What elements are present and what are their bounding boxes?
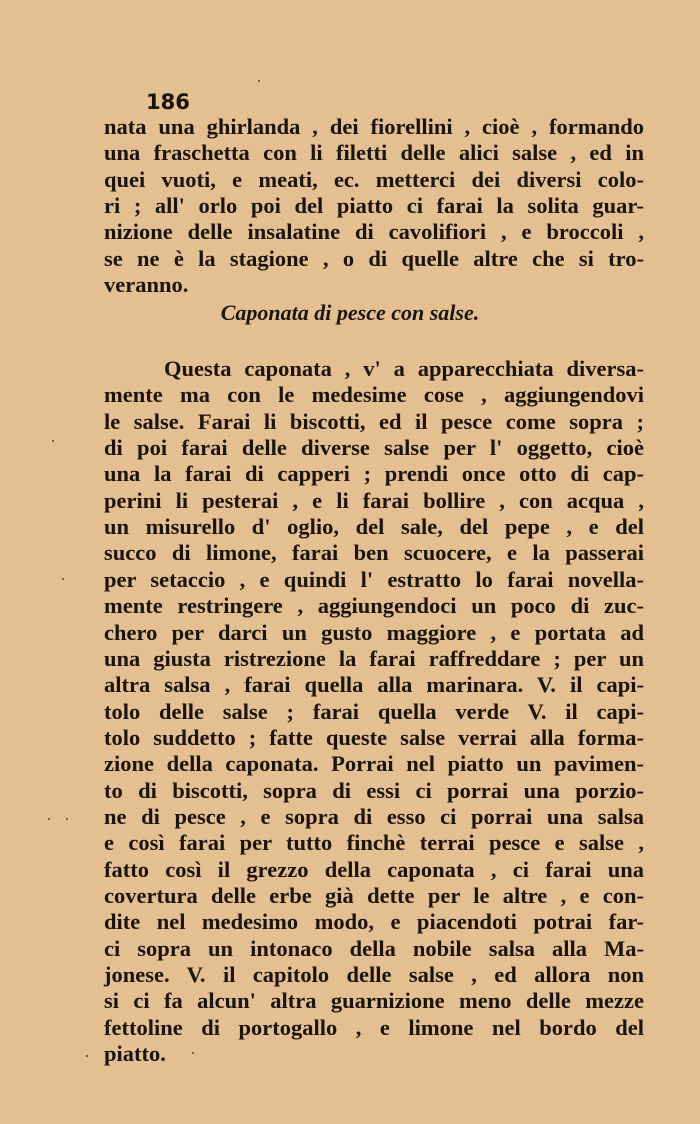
text-line: chero per darci un gusto maggiore , e portata ad: [104, 619, 644, 645]
text-line: ne di pesce , e sopra di esso ci porrai una salsa: [104, 803, 644, 829]
text-line: piatto.: [104, 1041, 166, 1067]
text-line: una giusta ristrezione la farai raffreddare ; per un: [104, 645, 644, 671]
text-line: ci sopra un intonaco della nobile salsa alla Ma-: [104, 935, 644, 961]
text-line: nizione delle insalatine di cavolifiori , e broccoli ,: [104, 219, 644, 245]
page-number: 186: [146, 90, 190, 114]
text-line: tolo delle salse ; farai quella verde V. il capi-: [104, 698, 644, 724]
text-line: per setaccio , e quindi l' estratto lo farai novella-: [104, 566, 644, 592]
text-line: si ci fa alcun' altra guarnizione meno delle mezze: [104, 988, 644, 1014]
text-line: fettoline di portogallo , e limone nel bordo del: [104, 1014, 644, 1040]
text-line: le salse. Farai li biscotti, ed il pesce come sopra ;: [104, 408, 644, 434]
text-line: perini li pesterai , e li farai bollire , con acqua ,: [104, 487, 644, 513]
text-line: dite nel medesimo modo, e piacendoti potrai far-: [104, 909, 644, 935]
text-line: jonese. V. il capitolo delle salse , ed allora non: [104, 962, 644, 988]
text-line: veranno.: [104, 271, 189, 297]
text-line: Questa caponata , v' a apparecchiata diversa-: [164, 356, 644, 381]
text-line: di poi farai delle diverse salse per l' oggetto, cioè: [104, 435, 644, 461]
text-line: covertura delle erbe già dette per le altre , e con-: [104, 883, 644, 908]
print-speck: [258, 80, 260, 82]
text-line: ri ; all' orlo poi del piatto ci farai la solita guar-: [104, 192, 644, 218]
text-line: quei vuoti, e meati, ec. metterci dei diversi colo-: [104, 166, 644, 192]
text-line: zione della caponata. Porrai nel piatto un pavimen-: [104, 751, 644, 777]
text-line: se ne è la stagione , o di quelle altre che si tro-: [104, 245, 644, 271]
text-line: tolo suddetto ; fatte queste salse verrai alla forma-: [104, 724, 644, 750]
print-speck: [62, 578, 64, 580]
text-line: mente ma con le medesime cose , aggiungendovi: [104, 382, 644, 408]
print-speck: [52, 440, 54, 442]
text-line: altra salsa , farai quella alla marinara. V. il capi-: [104, 672, 644, 698]
print-speck: [86, 1055, 88, 1057]
text-line: succo di limone, farai ben scuocere, e la passerai: [104, 540, 644, 566]
text-line: e così farai per tutto finchè terrai pesce e salse ,: [104, 830, 644, 856]
text-line: nata una ghirlanda , dei fiorellini , cioè , formando: [104, 114, 644, 139]
text-line: mente restringere , aggiungendoci un poco di zuc-: [104, 593, 644, 619]
print-speck: [66, 818, 68, 820]
text-line: una la farai di capperi ; prendi once otto di cap-: [104, 461, 644, 487]
print-speck: [48, 818, 50, 820]
recipe-heading: Caponata di pesce con salse.: [220, 300, 480, 325]
text-line: un misurello d' oglio, del sale, del pepe , e del: [104, 514, 644, 540]
text-line: una fraschetta con li filetti delle alici salse , ed in: [104, 140, 644, 166]
text-line: fatto così il grezzo della caponata , ci farai una: [104, 856, 644, 882]
print-speck: [192, 1052, 194, 1054]
text-line: to di biscotti, sopra di essi ci porrai una porzio-: [104, 777, 644, 803]
